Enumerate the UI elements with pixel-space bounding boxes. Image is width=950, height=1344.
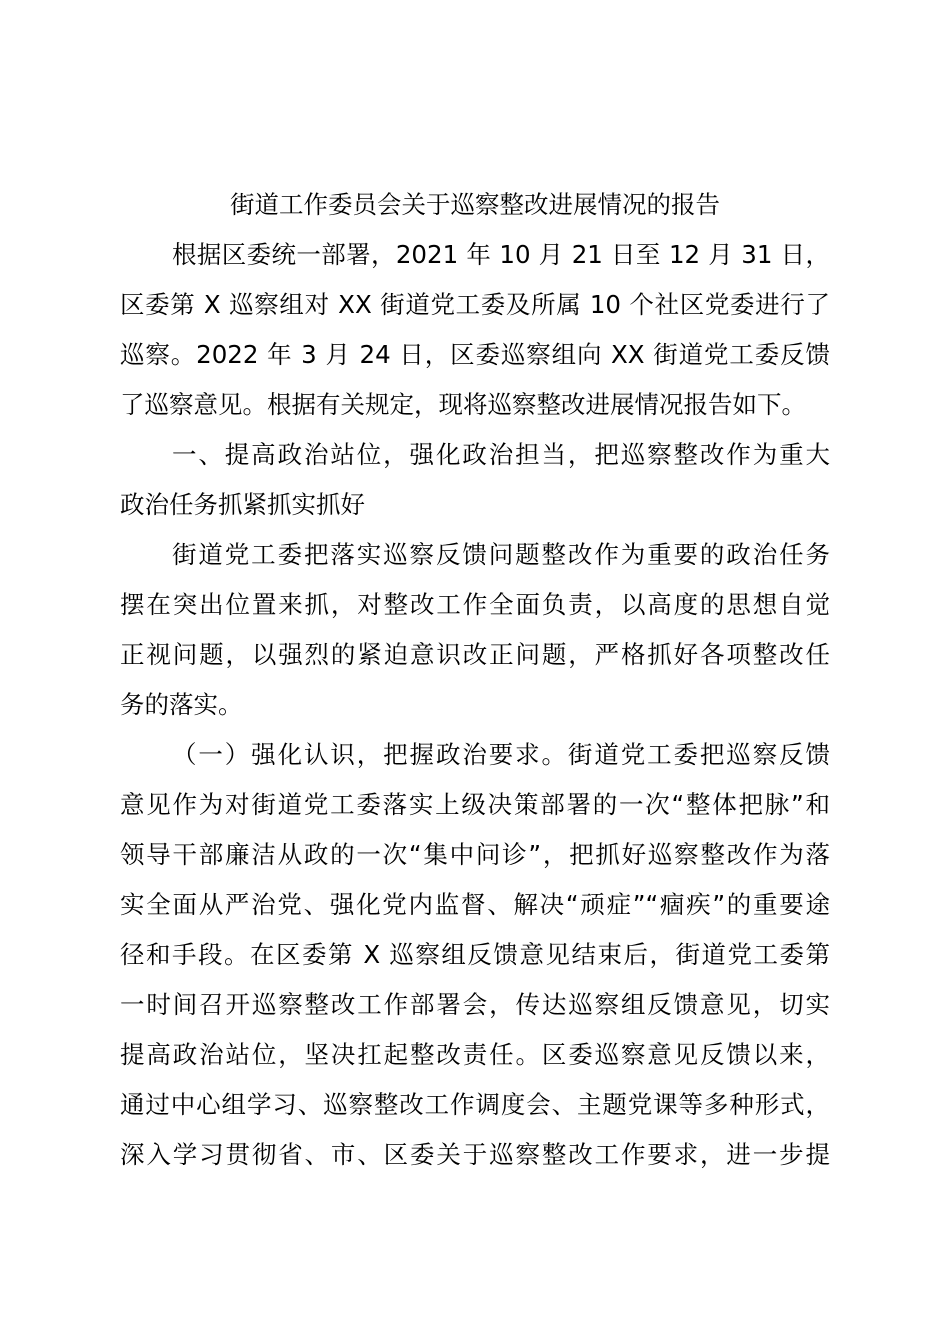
- document-page: [120, 0, 830, 1344]
- paragraph-line: 正视问题，以强烈的紧迫意识改正问题，严格抓好各项整改任: [120, 640, 830, 669]
- paragraph-line: 提高政治站位，坚决扛起整改责任。区委巡察意见反馈以来，: [120, 1040, 830, 1069]
- paragraph-line: （一）强化认识，把握政治要求。街道党工委把巡察反馈: [172, 740, 830, 769]
- document-title: 街道工作委员会关于巡察整改进展情况的报告: [230, 190, 720, 219]
- paragraph-line: 根据区委统一部署，2021 年 10 月 21 日至 12 月 31 日，: [172, 240, 830, 269]
- section-heading-line: 政治任务抓紧抓实抓好: [120, 490, 365, 519]
- paragraph-line: 巡察。2022 年 3 月 24 日，区委巡察组向 XX 街道党工委反馈: [120, 340, 830, 369]
- paragraph-line: 摆在突出位置来抓，对整改工作全面负责，以高度的思想自觉: [120, 590, 830, 619]
- paragraph-line: 区委第 X 巡察组对 XX 街道党工委及所属 10 个社区党委进行了: [120, 290, 830, 319]
- paragraph-line: 领导干部廉洁从政的一次“集中问诊”，把抓好巡察整改作为落: [120, 840, 830, 869]
- paragraph-line: 意见作为对街道党工委落实上级决策部署的一次“整体把脉”和: [120, 790, 830, 819]
- paragraph-line: 务的落实。: [120, 690, 243, 719]
- paragraph-line: 了巡察意见。根据有关规定，现将巡察整改进展情况报告如下。: [120, 390, 806, 419]
- paragraph-line: 实全面从严治党、强化党内监督、解决“顽症”“痼疾”的重要途: [120, 890, 830, 919]
- paragraph-line: 深入学习贯彻省、市、区委关于巡察整改工作要求，进一步提: [120, 1140, 830, 1169]
- paragraph-line: 一时间召开巡察整改工作部署会，传达巡察组反馈意见，切实: [120, 990, 830, 1019]
- paragraph-line: 街道党工委把落实巡察反馈问题整改作为重要的政治任务: [172, 540, 830, 569]
- paragraph-line: 通过中心组学习、巡察整改工作调度会、主题党课等多种形式，: [120, 1090, 830, 1119]
- section-heading-line: 一、提高政治站位，强化政治担当，把巡察整改作为重大: [172, 440, 830, 469]
- paragraph-line: 径和手段。在区委第 X 巡察组反馈意见结束后，街道党工委第: [120, 940, 830, 969]
